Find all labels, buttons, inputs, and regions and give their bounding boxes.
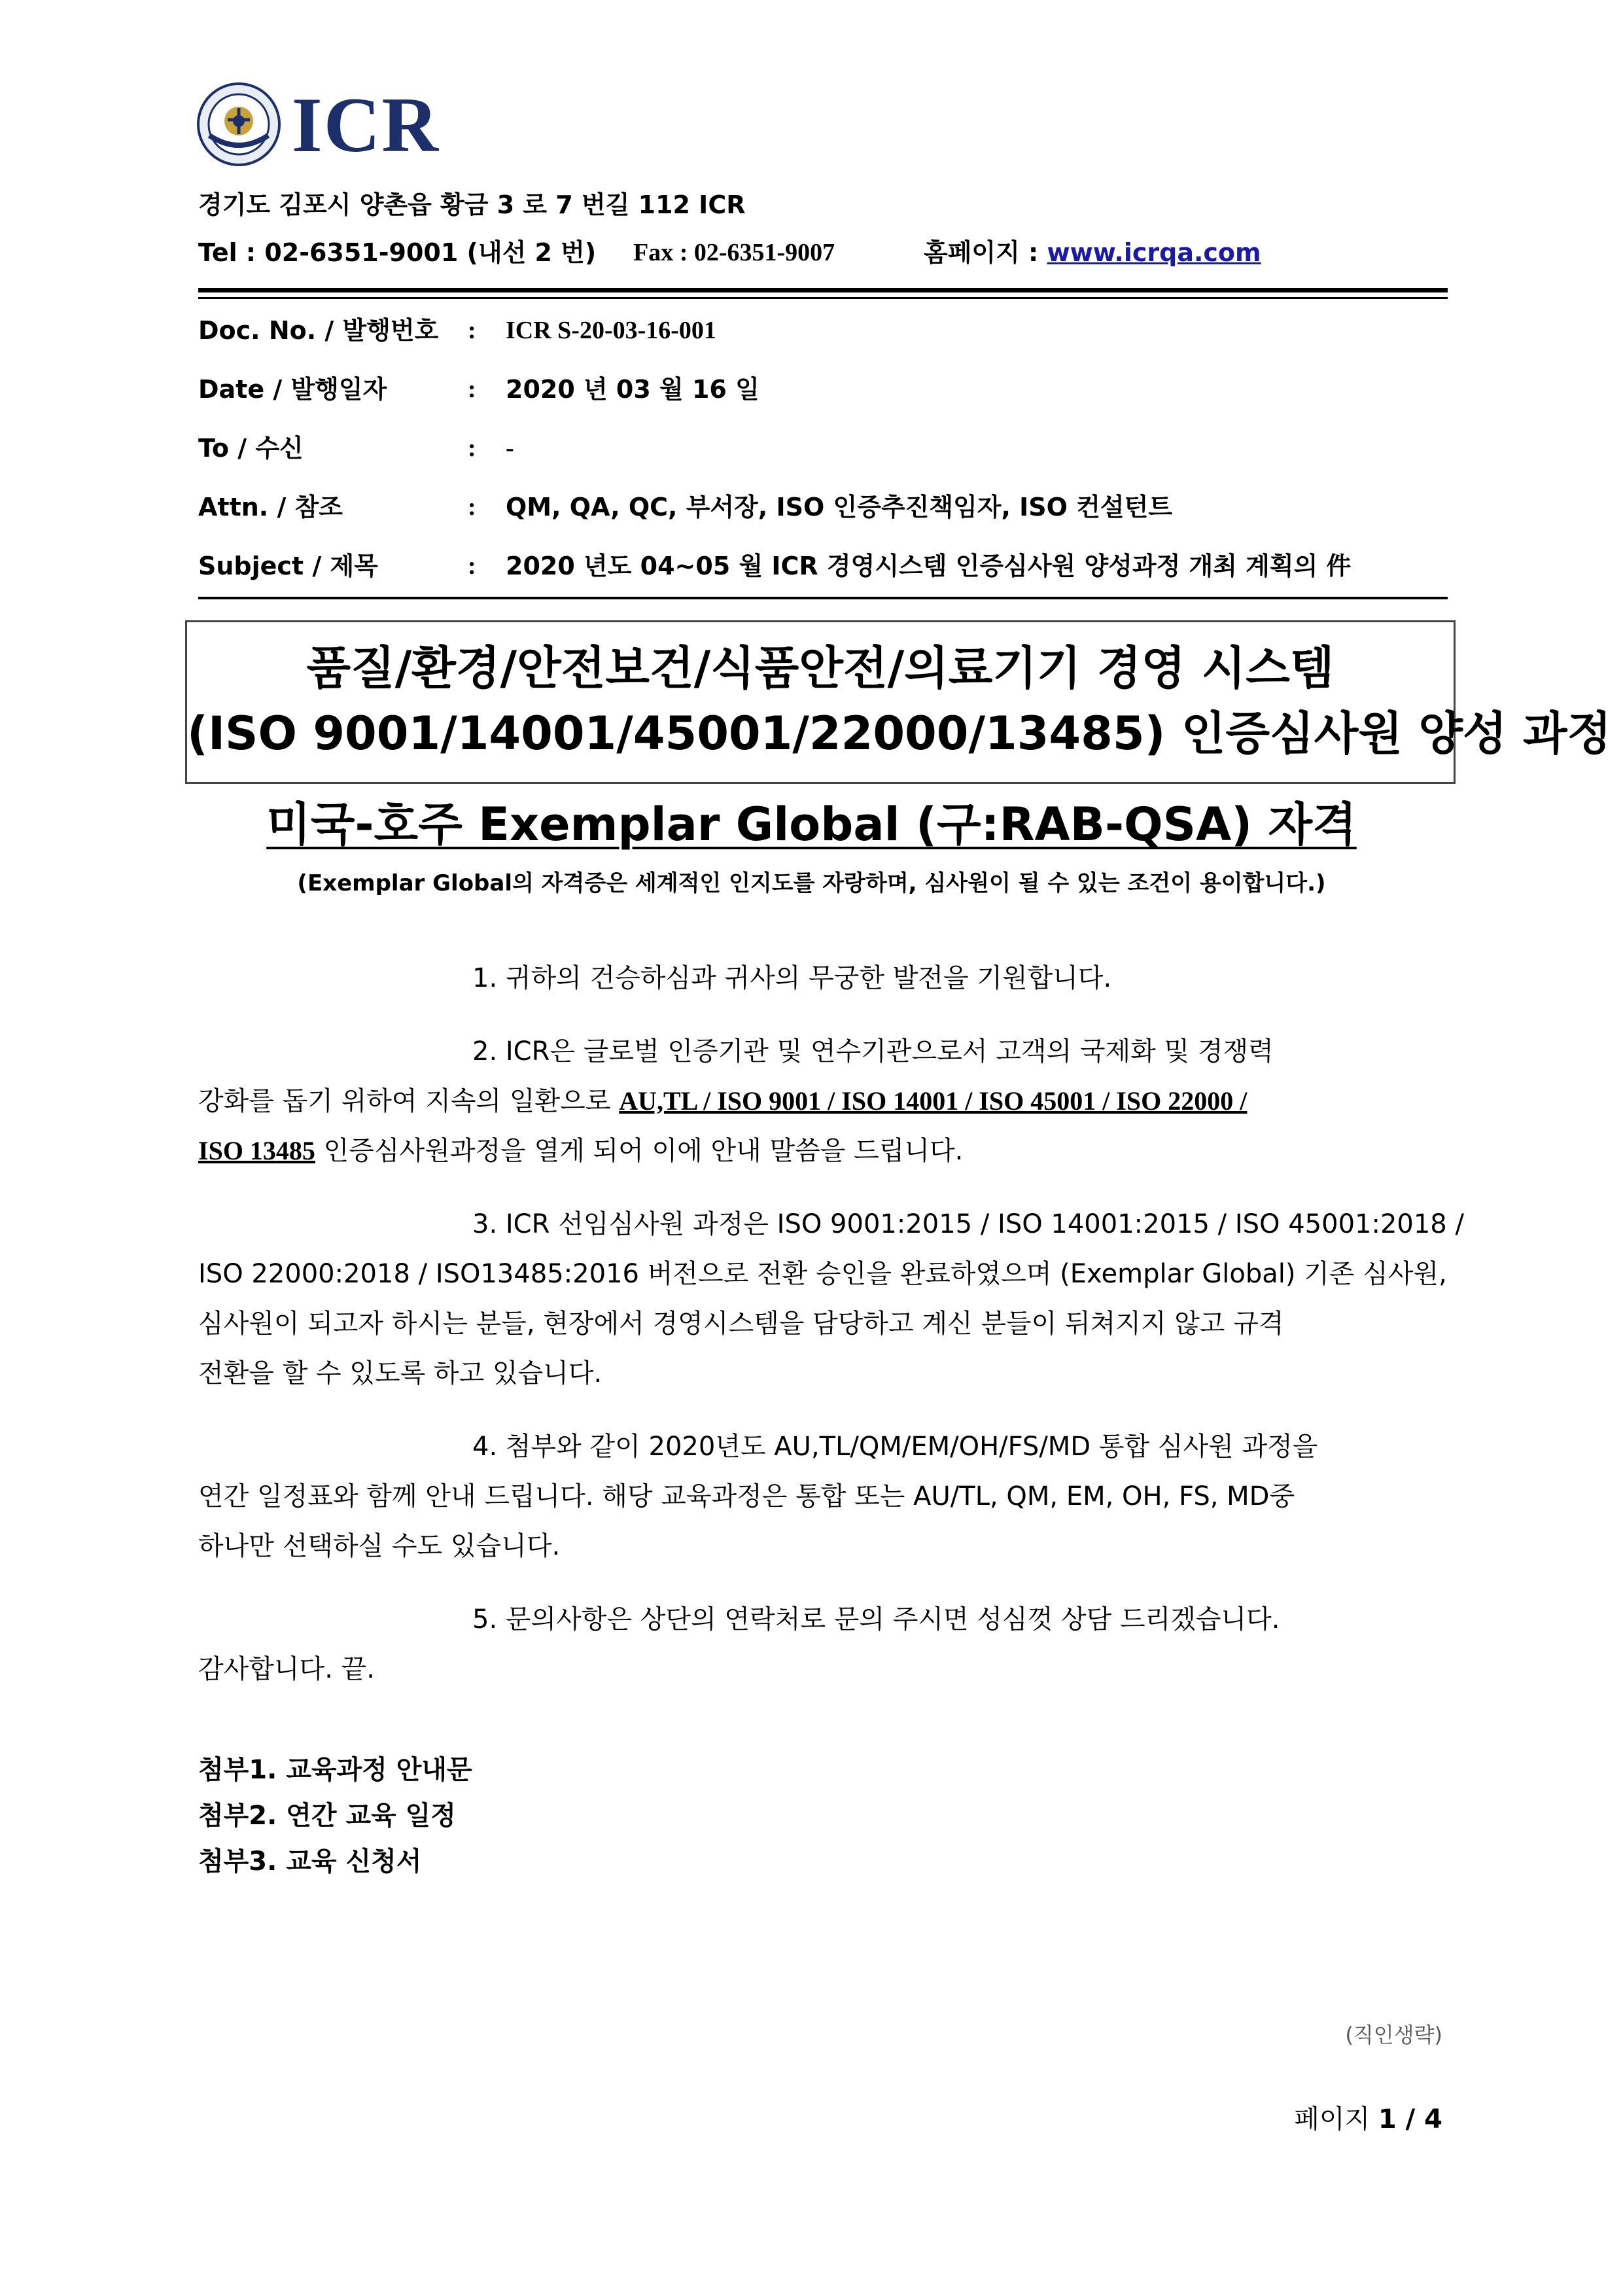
- paragraph-4-line-3: 하나만 선택하실 수도 있습니다.: [198, 1531, 561, 1561]
- subtitle: [0, 797, 1623, 852]
- meta-rule: [198, 597, 1448, 599]
- paragraph-3-line-2: ISO 22000:2018 / ISO13485:2016 버전으로 전환 승인을 완료하였으며 (Exemplar Global) 기존 심사원,: [198, 1259, 1447, 1289]
- p2-iso-13485: ISO 13485: [198, 1136, 315, 1165]
- meta-key-to: To / 수신: [198, 434, 304, 463]
- paragraph-3-line-4: 전환을 할 수 있도록 하고 있습니다.: [198, 1358, 602, 1388]
- title-line-1: 품질/환경/안전보건/식품안전/의료기기 경영 시스템: [306, 641, 1335, 695]
- page-current: 1: [1378, 2104, 1397, 2134]
- header-rule-thin: [198, 297, 1448, 299]
- subtitle-text: 미국-호주 Exemplar Global (구:RAB-QSA) 자격: [266, 798, 1357, 851]
- paragraph-4-line-1: 4. 첨부와 같이 2020년도 AU,TL/QM/EM/OH/FS/MD 통합 심사원 과정을: [472, 1432, 1318, 1462]
- meta-value-to: -: [506, 434, 514, 462]
- meta-sep: :: [468, 493, 476, 521]
- seal-omitted-note: (직인생략): [1345, 2022, 1442, 2047]
- meta-value-subject: 2020 년도 04~05 월 ICR 경영시스템 인증심사원 양성과정 개최 계획의 件: [506, 552, 1352, 580]
- icr-seal-icon: [196, 82, 281, 167]
- title-box: [185, 620, 1612, 784]
- p2-line-2-text: 강화를 돕기 위하여 지속의 일환으로: [198, 1086, 620, 1116]
- meta-value-doc-no: ICR S-20-03-16-001: [506, 317, 716, 344]
- meta-sep: :: [468, 317, 476, 344]
- homepage-line: [924, 238, 1261, 268]
- paragraph-5-line-1: 5. 문의사항은 상단의 연락처로 문의 주시면 성심껏 상담 드리겠습니다.: [472, 1604, 1280, 1634]
- p2-line-3-text: 인증심사원과정을 열게 되어 이에 안내 말씀을 드립니다.: [315, 1136, 964, 1166]
- meta-key-doc-no: Doc. No. / 발행번호: [198, 316, 439, 345]
- meta-sep: :: [468, 434, 476, 462]
- icr-logo: [196, 82, 471, 167]
- paragraph-2-line-3: [198, 1135, 963, 1167]
- address-line: 경기도 김포시 양촌읍 황금 3 로 7 번길 112 ICR: [198, 190, 746, 219]
- header-rule-thick: [198, 288, 1448, 292]
- paragraph-2-line-1: 2. ICR은 글로벌 인증기관 및 연수기관으로서 고객의 국제화 및 경쟁력: [472, 1036, 1274, 1067]
- paragraph-3-line-1: 3. ICR 선임심사원 과정은 ISO 9001:2015 / ISO 14001:2015 / ISO 45001:2018 /: [472, 1209, 1464, 1239]
- attachment-2: 첨부2. 연간 교육 일정: [198, 1801, 456, 1831]
- meta-key-date: Date / 발행일자: [198, 375, 387, 404]
- subtitle-note: (Exemplar Global의 자격증은 세계적인 인지도를 자랑하며, 심사원이 될 수 있는 조건이 용이합니다.): [297, 870, 1326, 896]
- meta-sep: :: [468, 376, 476, 403]
- title-line-2: (ISO 9001/14001/45001/22000/13485) 인증심사원 양성 과정: [187, 707, 1612, 760]
- homepage-link[interactable]: www.icrqa.com: [1047, 238, 1261, 267]
- attachment-1: 첨부1. 교육과정 안내문: [198, 1755, 472, 1785]
- page-total: 4: [1424, 2104, 1442, 2134]
- meta-value-date: 2020 년 03 월 16 일: [506, 375, 759, 404]
- paragraph-2-line-2: [198, 1085, 1247, 1118]
- paragraph-5-line-2: 감사합니다. 끝.: [198, 1654, 375, 1684]
- homepage-label: 홈페이지 :: [924, 238, 1047, 267]
- paragraph-4-line-2: 연간 일정표와 함께 안내 드립니다. 해당 교육과정은 통합 또는 AU/TL, QM, EM, OH, FS, MD중: [198, 1481, 1295, 1511]
- attachment-3: 첨부3. 교육 신청서: [198, 1846, 422, 1877]
- meta-sep: :: [468, 552, 476, 580]
- tel-line: Tel : 02-6351-9001 (내선 2 번): [198, 238, 597, 267]
- fax-line: Fax : 02-6351-9007: [633, 239, 835, 266]
- meta-value-attn: QM, QA, QC, 부서장, ISO 인증추진책임자, ISO 컨설턴트: [506, 493, 1173, 521]
- p2-iso-list: AU,TL / ISO 9001 / ISO 14001 / ISO 45001 / ISO 22000 /: [619, 1086, 1248, 1116]
- page-number: [1294, 2103, 1442, 2136]
- paragraph-1: 1. 귀하의 건승하심과 귀사의 무궁한 발전을 기원합니다.: [472, 963, 1112, 993]
- paragraph-3-line-3: 심사원이 되고자 하시는 분들, 현장에서 경영시스템을 담당하고 계신 분들이 뒤쳐지지 않고 규격: [198, 1309, 1284, 1339]
- page-separator: /: [1396, 2104, 1425, 2134]
- meta-key-subject: Subject / 제목: [198, 552, 378, 580]
- page-label: 페이지: [1294, 2104, 1378, 2134]
- meta-key-attn: Attn. / 참조: [198, 493, 343, 521]
- logo-wordmark: ICR: [292, 81, 440, 168]
